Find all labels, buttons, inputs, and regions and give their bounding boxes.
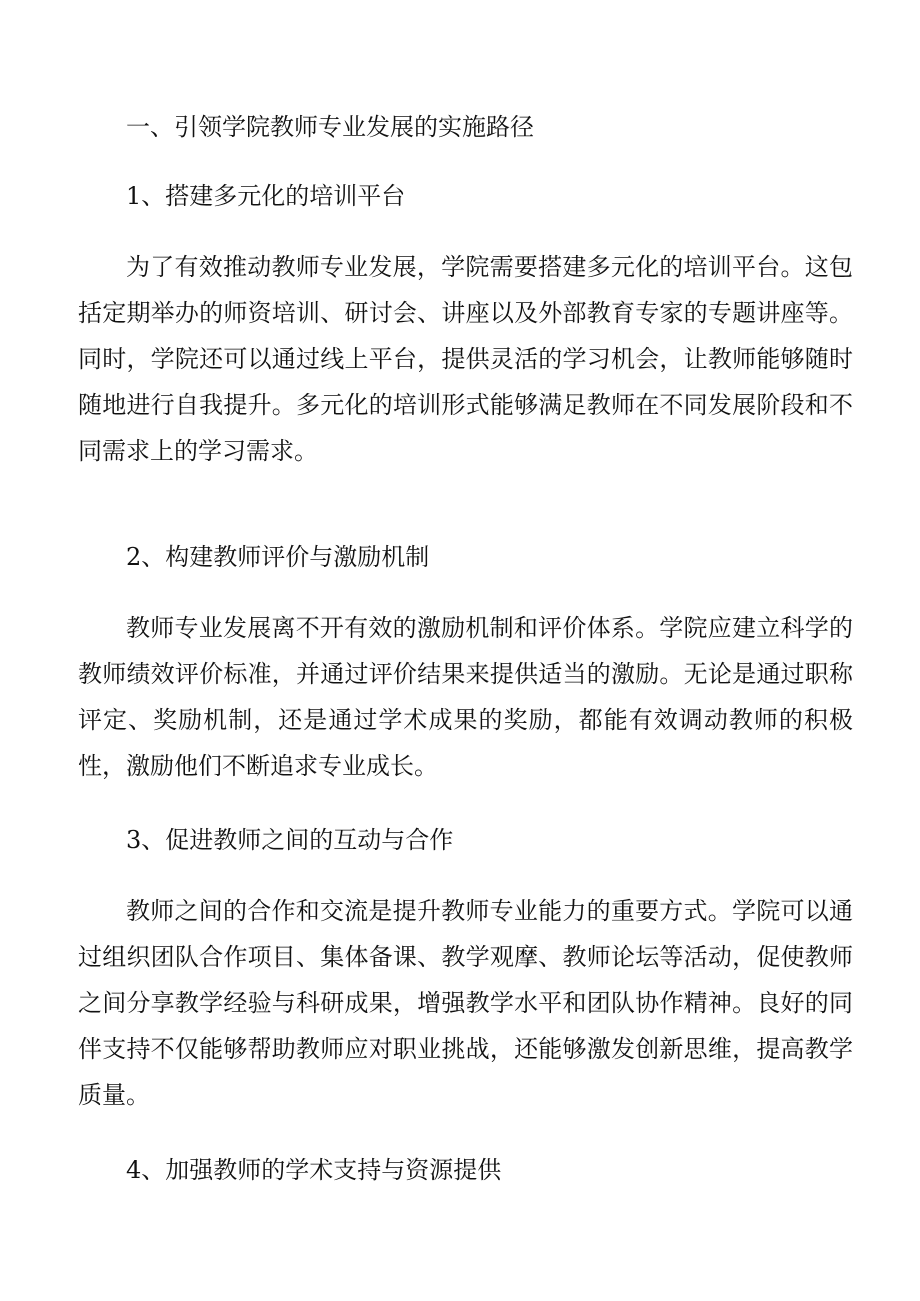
subsection-heading-1: 1、搭建多元化的培训平台 <box>126 182 406 210</box>
subsection-heading-2: 2、构建教师评价与激励机制 <box>126 543 430 571</box>
subsection-heading-4: 4、加强教师的学术支持与资源提供 <box>126 1156 502 1184</box>
paragraph-3: 教师之间的合作和交流是提升教师专业能力的重要方式。学院可以通过组织团队合作项目、集体备课、教学观摩、教师论坛等活动，促使教师之间分享教学经验与科研成果，增强教学水平和团队协作精神。良好的同伴支持不仅能够帮助教师应对职业挑战，还能够激发创新思维，提高教学质量。 <box>78 897 853 1109</box>
subsection-heading-3: 3、促进教师之间的互动与合作 <box>126 826 454 854</box>
paragraph-2: 教师专业发展离不开有效的激励机制和评价体系。学院应建立科学的教师绩效评价标准，并通过评价结果来提供适当的激励。无论是通过职称评定、奖励机制，还是通过学术成果的奖励，都能有效调动教师的积极性，激励他们不断追求专业成长。 <box>78 614 853 780</box>
section-title: 一、引领学院教师专业发展的实施路径 <box>126 113 534 141</box>
paragraph-1: 为了有效推动教师专业发展，学院需要搭建多元化的培训平台。这包括定期举办的师资培训、研讨会、讲座以及外部教育专家的专题讲座等。同时，学院还可以通过线上平台，提供灵活的学习机会，让教师能够随时随地进行自我提升。多元化的培训形式能够满足教师在不同发展阶段和不同需求上的学习需求。 <box>78 253 853 465</box>
